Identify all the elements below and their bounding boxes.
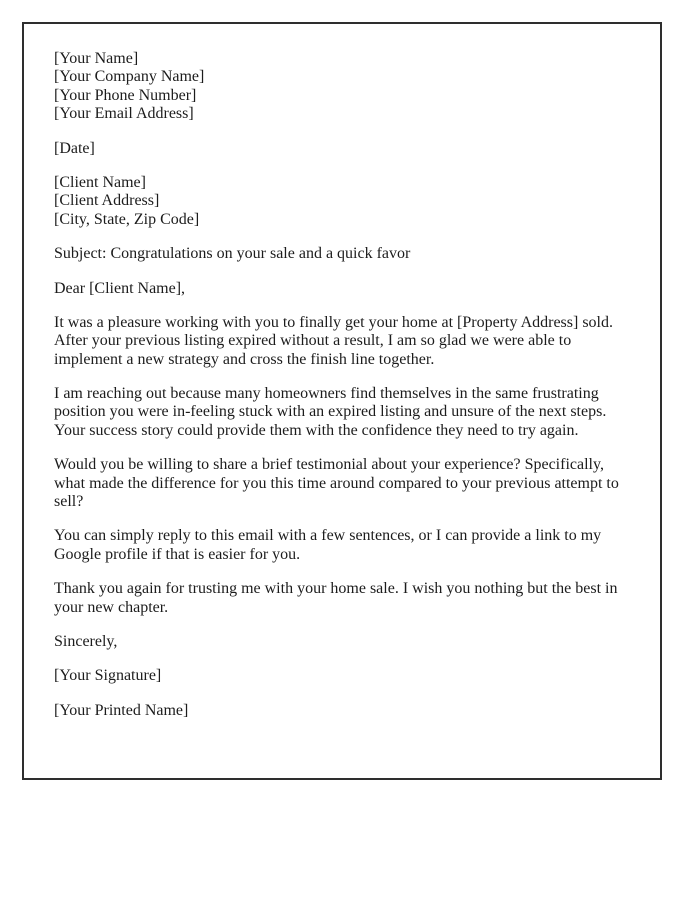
letter-document [22,22,662,780]
body-paragraph: You can simply reply to this email with a few sentences, or I can provide a link to my Google profile if that is easier for you. [54,527,602,563]
body-paragraph: I am reaching out because many homeowners find themselves in the same frustrating position you were in-feeling stuck with an expired listing and unsure of the next steps. Your success story could provide them with the confidence they need to try again. [54,385,607,439]
printed-name-placeholder: [Your Printed Name] [54,701,189,719]
sender-email: [Your Email Address] [54,105,194,123]
sender-phone: [Your Phone Number] [54,86,197,104]
sender-block [54,50,624,124]
recipient-city-state-zip: [City, State, Zip Code] [54,210,200,228]
sender-company: [Your Company Name] [54,68,205,86]
salutation: Dear [Client Name], [54,279,186,297]
body-paragraph: Thank you again for trusting me with your home sale. I wish you nothing but the best in your new chapter. [54,580,618,616]
sender-name: [Your Name] [54,50,139,67]
body-paragraph: Would you be willing to share a brief testimonial about your experience? Specifically, what made the difference for you this time around compared to your previous attempt to sell? [54,456,619,511]
body-paragraph: It was a pleasure working with you to finally get your home at [Property Address] sold. After your previous listing expired without a result, I am so glad we were able to implement a new strategy and cross the finish line together. [54,313,613,368]
recipient-block [54,174,624,229]
closing: Sincerely, [54,632,118,650]
date-line: [Date] [54,139,95,157]
recipient-name: [Client Name] [54,173,146,191]
signature-placeholder: [Your Signature] [54,667,162,685]
subject-line: Subject: Congratulations on your sale and a quick favor [54,245,411,263]
recipient-address: [Client Address] [54,192,160,210]
